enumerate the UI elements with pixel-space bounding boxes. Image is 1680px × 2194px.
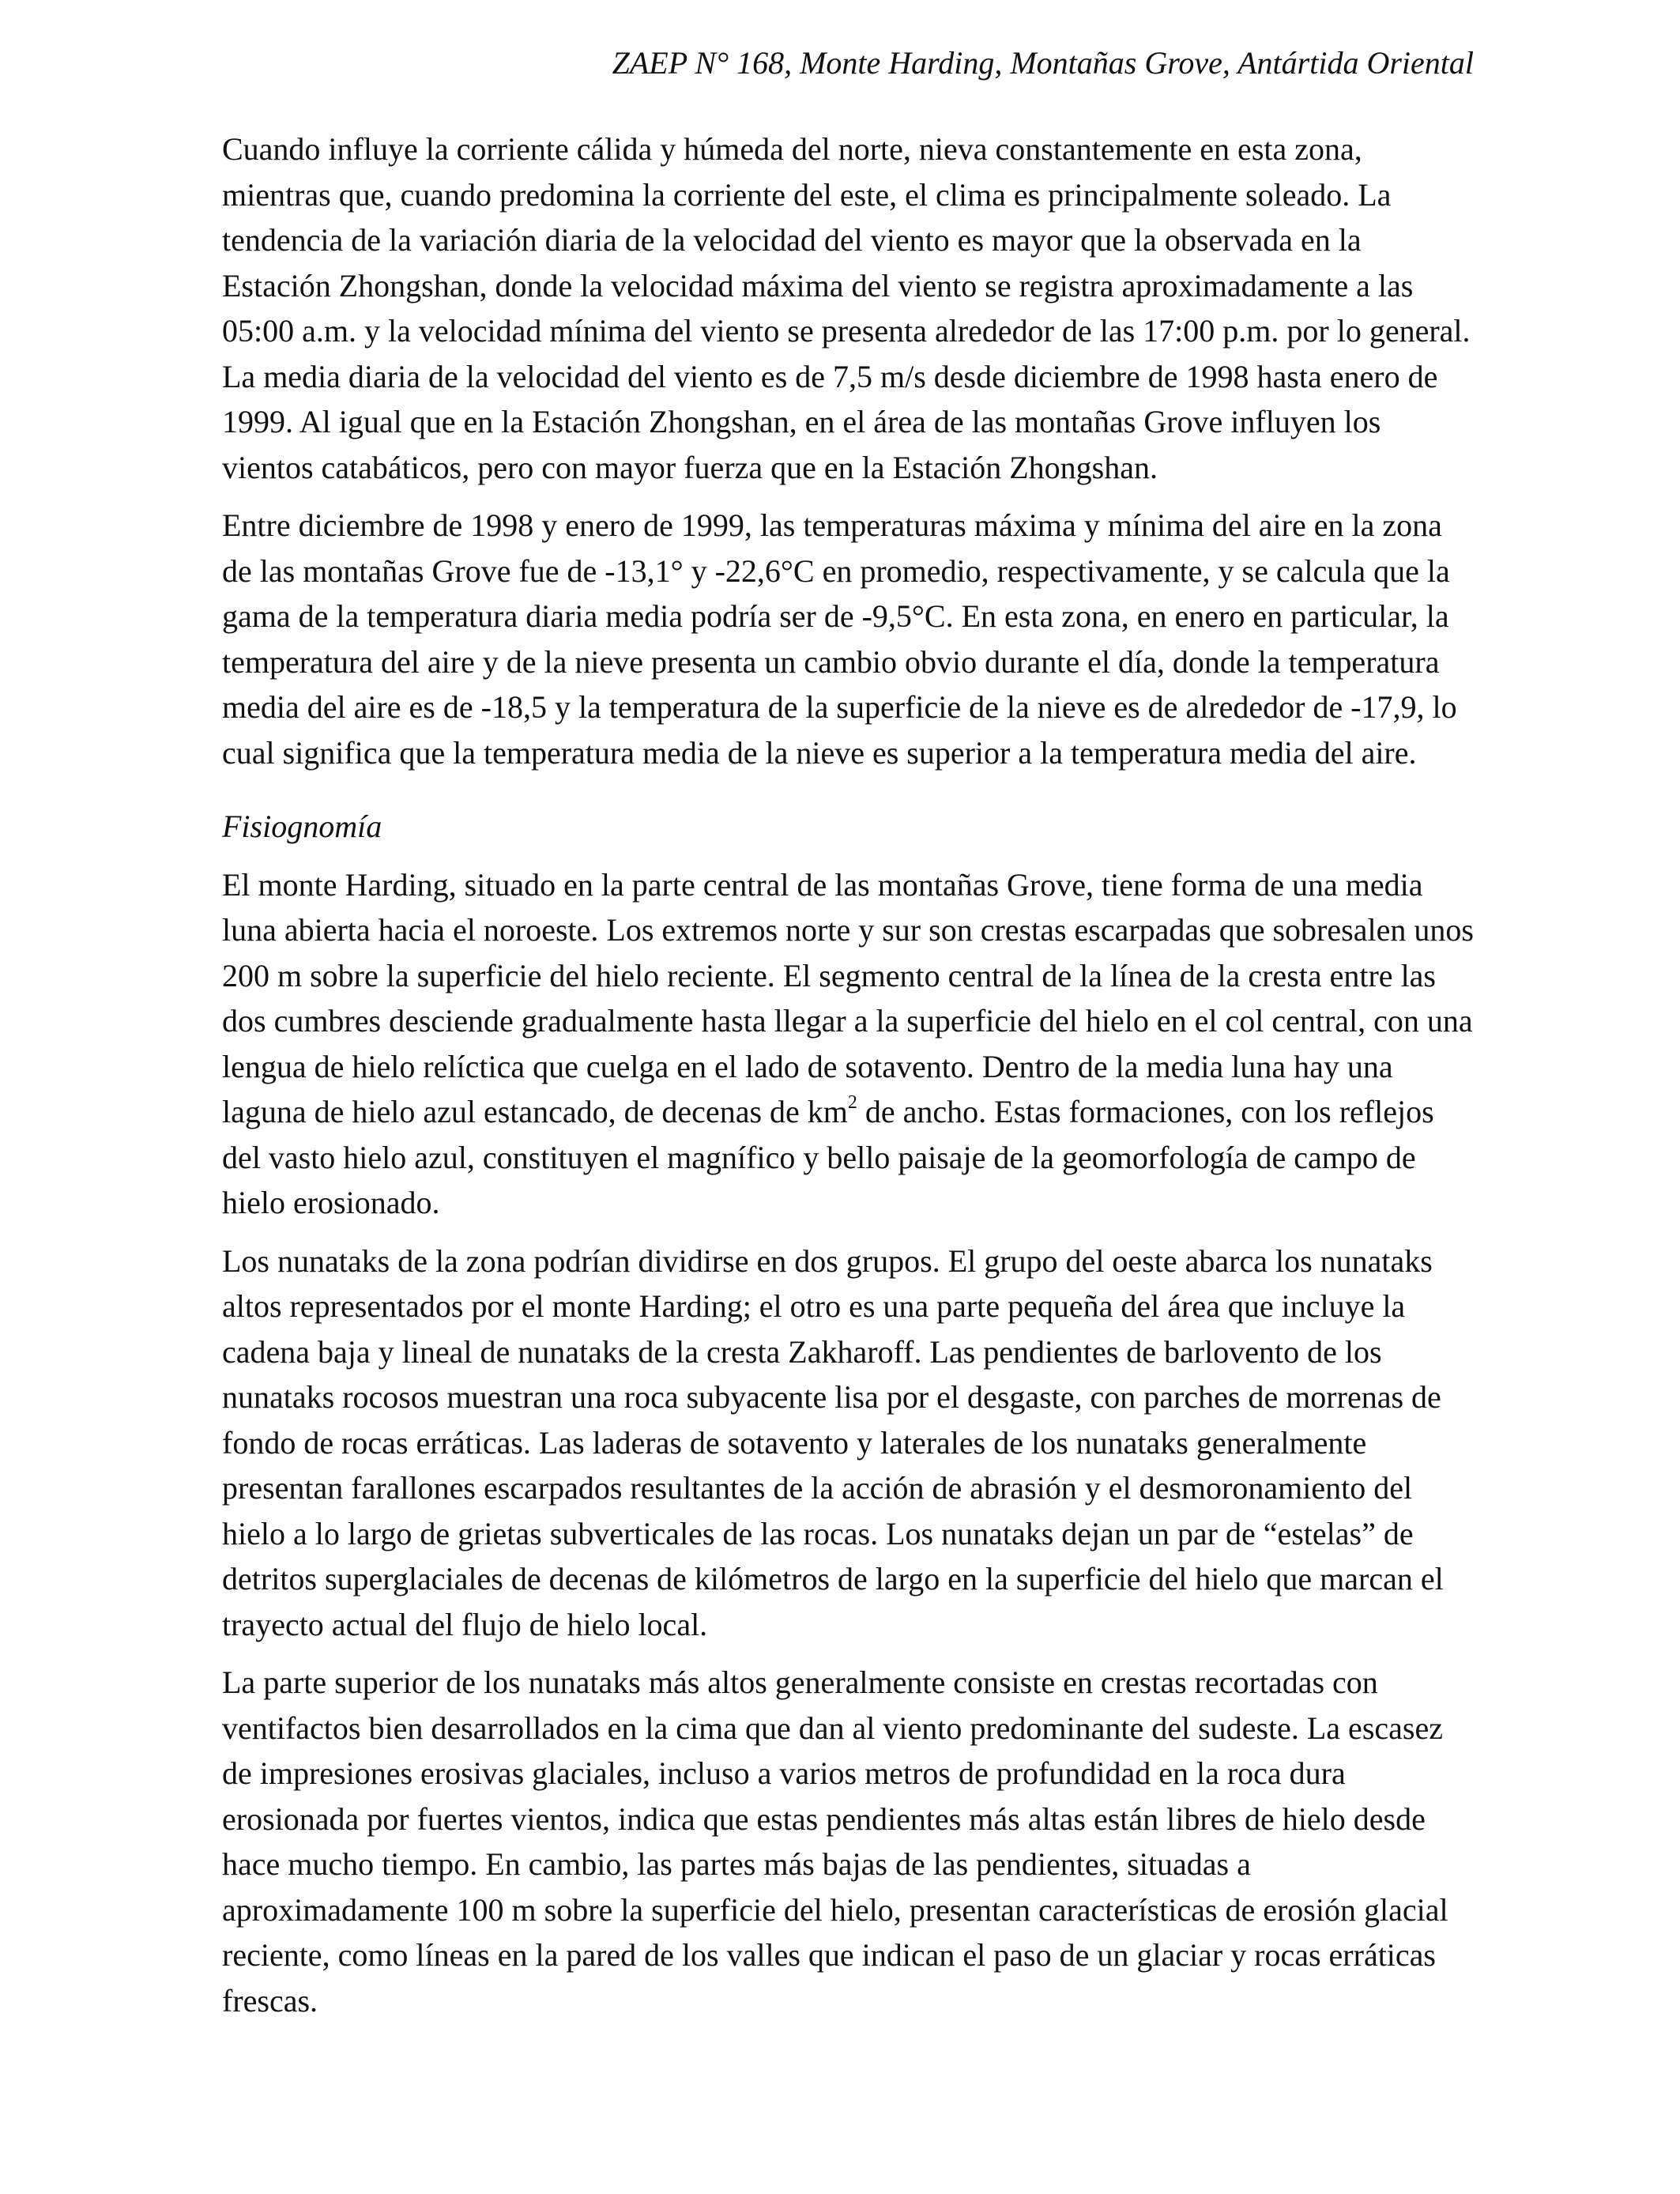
paragraph-nunataks-groups: Los nunataks de la zona podrían dividirse en dos grupos. El grupo del oeste abarca los nunataks altos representados por el monte Harding; el otro es una parte pequeña del área que incluye la cadena baja y lineal de nunataks de la cresta Zakharoff. Las pendientes de barlovento de los nunataks rocosos muestran una roca subyacente lisa por el desgaste, con parches de morrenas de fondo de rocas erráticas. Las laderas de sotavento y laterales de los nunataks generalmente presentan farallones escarpados resultantes de la acción de abrasión y el desmoronamiento del hielo a lo largo de grietas subverticales de las rocas. Los nunataks dejan un par de “estelas” de detritos superglaciales de decenas de kilómetros de largo en la superficie del hielo que marcan el trayecto actual del flujo de hielo local. <box>222 1242 1444 1642</box>
paragraph-climate: Cuando influye la corriente cálida y húmeda del norte, nieva constantemente en esta zona, mientras que, cuando predomina la corriente del este, el clima es principalmente soleado. La tendencia de la variación diaria de la velocidad del viento es mayor que la observada en la Estación Zhongshan, donde la velocidad máxima del viento se registra aproximadamente a las 05:00 a.m. y la velocidad mínima del viento se presenta alrededor de las 17:00 p.m. por lo general. La media diaria de la velocidad del viento es de 7,5 m/s desde diciembre de 1998 hasta enero de 1999. Al igual que en la Estación Zhongshan, en el área de las montañas Grove influyen los vientos catabáticos, pero con mayor fuerza que en la Estación Zhongshan. <box>222 131 1471 485</box>
superscript-two: 2 <box>847 1091 857 1113</box>
document-body <box>222 126 1475 2036</box>
paragraph-temperature: Entre diciembre de 1998 y enero de 1999, las temperaturas máxima y mínima del aire en la zona de las montañas Grove fue de -13,1° y -22,6°C en promedio, respectivamente, y se calcula que la gama de la temperatura diaria media podría ser de -9,5°C. En esta zona, en enero en particular, la temperatura del aire y de la nieve presenta un cambio obvio durante el día, donde la temperatura media del aire es de -18,5 y la temperatura de la superficie de la nieve es de alrededor de -17,9, lo cual significa que la temperatura media de la nieve es superior a la temperatura media del aire. <box>222 507 1457 771</box>
paragraph-monte-harding-text-start: El monte Harding, situado en la parte central de las montañas Grove, tiene forma de una media luna abierta hacia el noroeste. Los extremos norte y sur son crestas escarpadas que sobresalen unos 200 m sobre la superficie del hielo reciente. El segmento central de la línea de la cresta entre las dos cumbres desciende gradualmente hasta llegar a la superficie del hielo en el col central, con una lengua de hielo relíctica que cuelga en el lado de sotavento. Dentro de la media luna hay una laguna de hielo azul estancado, de decenas de km <box>222 866 1474 1129</box>
section-heading-fisiognomia: Fisiognomía <box>222 809 382 844</box>
paragraph-monte-harding-text-end: de ancho. Estas formaciones, con los reflejos del vasto hielo azul, constituyen el magnífico y bello paisaje de la geomorfología de campo de hielo erosionado. <box>222 1094 1434 1220</box>
running-header: ZAEP N° 168, Monte Harding, Montañas Grove, Antártida Oriental <box>612 45 1474 81</box>
paragraph-monte-harding <box>222 862 1475 1226</box>
paragraph-nunataks-upper: La parte superior de los nunataks más altos generalmente consiste en crestas recortadas con ventifactos bien desarrollados en la cima que dan al viento predominante del sudeste. La escasez de impresiones erosivas glaciales, incluso a varios metros de profundidad en la roca dura erosionada por fuertes vientos, indica que estas pendientes más altas están libres de hielo desde hace mucho tiempo. En cambio, las partes más bajas de las pendientes, situadas a aproximadamente 100 m sobre la superficie del hielo, presentan características de erosión glacial reciente, como líneas en la pared de los valles que indican el paso de un glaciar y rocas erráticas frescas. <box>222 1664 1448 2019</box>
